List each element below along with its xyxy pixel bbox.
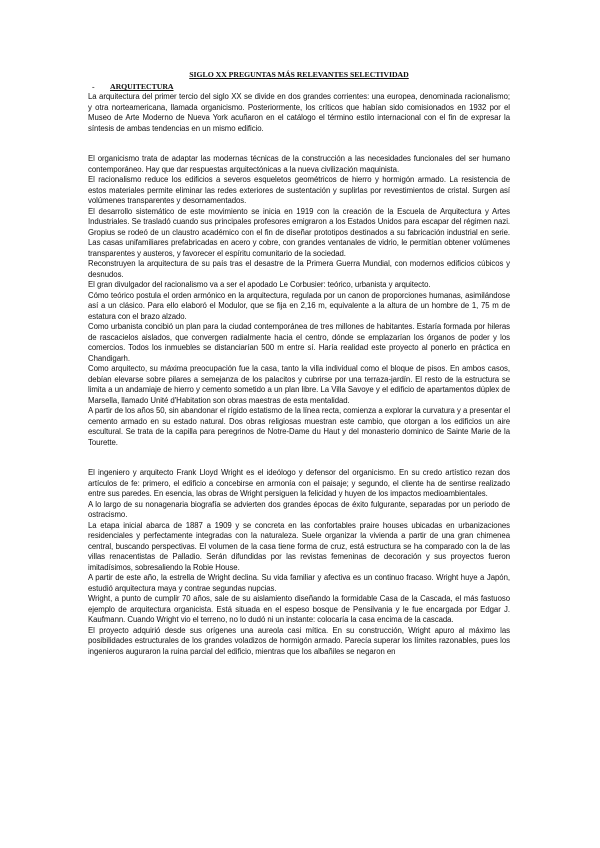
spacer — [88, 448, 510, 468]
paragraph-wright: El ingeniero y arquitecto Frank Lloyd Wright es el ideólogo y defensor del organicismo. En su credo artístico rezan dos artículos de fe: primero, el edificio a concebirse en armonía con el paisaje; y segundo, el cliente ha de sentirse realizado entre sus paredes. En esencia, las obras de Wright persiguen la felicidad y huyen de los impactos medioambientales. — [88, 468, 510, 498]
paragraph-intro: La arquitectura del primer tercio del siglo XX se divide en dos grandes corrientes: una europea, denominada racionalismo; y otra norteamericana, llamada organicismo. Posteriormente, los críticos que habían sido comisionados en 1932 por el Museo de Arte Moderno de Nueva York acuñaron en el catálogo el término estilo internacional con el fin de expresar la síntesis de ambas tendencias en un mismo edificio. — [88, 92, 510, 133]
section-heading-text: ARQUITECTURA — [110, 82, 174, 91]
document-title: SIGLO XX PREGUNTAS MÁS RELEVANTES SELECTIVIDAD — [189, 70, 409, 79]
paragraph-proyecto: El proyecto adquirió desde sus orígenes una aureola casi mítica. En su construcción, Wright apuro al máximo las posibilidades estructurales de los grandes voladizos de hormigón armado. Parecía superar los límites razonables, pues los ingenieros auguraron la ruina parcial del edificio, mientras que los albañiles se negaron en — [88, 625, 510, 656]
paragraph-biografia: A lo largo de su nonagenaria biografía se advierten dos grandes épocas de éxito fulgurante, separadas por un periodo de ostracismo. — [88, 499, 510, 519]
paragraph-le-corbusier: El gran divulgador del racionalismo va a ser el apodado Le Corbusier: teórico, urbanista y arquitecto. — [88, 280, 431, 289]
document-page — [88, 70, 510, 657]
paragraph-racionalismo: El racionalismo reduce los edificios a severos esqueletos geométricos de hierro y hormigón armado. La resistencia de estos materiales permite eliminar las redes exteriores de sustentación y suplirlas por revestimientos de cristal. Surgen así volúmenes transparentes y desornamentados. — [88, 175, 510, 205]
section-bullet: - — [92, 82, 95, 91]
paragraph-urbanista: Como urbanista concibió un plan para la ciudad contemporánea de tres millones de habitantes. Estaría formada por hileras de rascacielos aislados, que convergen radialmente hacia el centro, dónde se emplazarían los órganos de poder y los comercios. Todos los inmuebles se distanciarían 500 m entre sí. Haría realidad este proyecto al ponerlo en práctica en Chandigarh. — [88, 322, 510, 363]
paragraph-desarrollo: El desarrollo sistemático de este movimiento se inicia en 1919 con la creación de la Escuela de Arquitectura y Artes Industriales. Se trasladó cuando sus principales profesores emigraron a los Estados Unidos para escapar del régimen nazi. Gropius se rodeó de un claustro académico con el fin de diseñar prototipos destinados a su fabricación industrial en serie. Las casas unifamiliares prefabricadas en acero y cobre, con grandes ventanales de vidrio, le permitían obtener volúmenes transparentes y austeros, y favorecer el espíritu comunitario de la sociedad. — [88, 206, 510, 258]
section-heading — [88, 82, 510, 92]
paragraph-reconstruccion: Reconstruyen la arquitectura de su país tras el desastre de la Primera Guerra Mundial, con modernos edificios cúbicos y desnudos. — [88, 259, 510, 279]
paragraph-declive: A partir de este año, la estrella de Wright declina. Su vida familiar y afectiva es un continuo fracaso. Wright huye a Japón, estudió arquitectura maya y contrae segundas nupcias. — [88, 573, 510, 593]
paragraph-organicismo: El organicismo trata de adaptar las modernas técnicas de la construcción a las necesidades funcionales del ser humano contemporáneo. Hay que dar respuestas arquitectónicas a la nueva civilización maquinista. — [88, 154, 510, 174]
paragraph-etapa-inicial: La etapa inicial abarca de 1887 a 1909 y se concreta en las confortables praire houses ubicadas en urbanizaciones residenciales y perfectamente integradas con la naturaleza. Suele organizar la vivienda a partir de una gran chimenea central, buscando perspectivas. El volumen de la casa tiene forma de cruz, está estructura se ha comparado con la de las villas renacentistas de Palladio. Serán difundidas por las revistas femeninas de decoración y sus proyectos fueron imitadísimos, sobresaliendo la Robie House. — [88, 520, 510, 572]
paragraph-arquitecto: Como arquitecto, su máxima preocupación fue la casa, tanto la villa individual como el bloque de pisos. En ambos casos, debían elevarse sobre pilares a semejanza de los palacitos y cubrirse por una terraza-jardín. El resto de la estructura se limita a un andamiaje de hierro y cemento sometido a un plan libre. La Villa Savoye y el edificio de apartamentos dúplex de Marsella, llamado Unité d'Habitation son obras maestras de esta mentalidad. — [88, 364, 510, 405]
paragraph-teorico: Cómo teórico postula el orden armónico en la arquitectura, regulada por un canon de proporciones humanas, asimilándose así a un clásico. Para ello elaboró el Modulor, que se fija en 2,16 m, equivalente a la altura de un hombre de 1, 75 m de estatura con el brazo alzado. — [88, 290, 510, 321]
paragraph-anos-50: A partir de los años 50, sin abandonar el rígido estatismo de la línea recta, comienza a explorar la curvatura y a presentar el cemento armado en su estado natural. Dos obras religiosas muestran este cambio, que otorgan a los edificios un aire escultural. Se trata de la capilla para peregrinos de Notre-Dame du Haut y del monasterio dominico de Sainte Marie de la Tourette. — [88, 406, 510, 447]
spacer — [88, 134, 510, 154]
paragraph-cascada: Wright, a punto de cumplir 70 años, sale de su aislamiento diseñando la formidable Casa de la Cascada, el más fastuoso ejemplo de arquitectura organicista. Está situada en el espeso bosque de Pensilvania y le fue encargada por Edgar J. Kaufmann. Cuando Wright vio el terreno, no lo dudó ni un instante: colocaría la casa encima de la cascada. — [88, 594, 510, 624]
